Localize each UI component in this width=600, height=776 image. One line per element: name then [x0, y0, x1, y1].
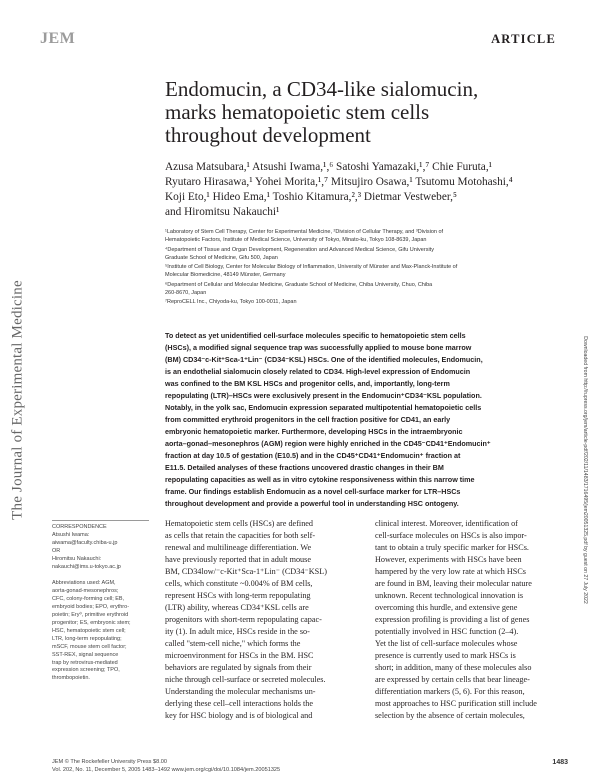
- affiliation-line: ⁷ReproCELL Inc., Chiyoda-ku, Tokyo 100-0011, Japan: [165, 299, 297, 306]
- download-watermark: [578, 200, 592, 740]
- affiliation: [165, 228, 570, 245]
- body-line: short; in addition, many of these molecules also: [375, 663, 532, 672]
- article-title: [165, 78, 545, 147]
- sidebar-divider: [52, 520, 149, 521]
- body-line: most approaches to HSC purification still include: [375, 699, 537, 708]
- footer: [52, 758, 280, 774]
- footer-citation: Vol. 202, No. 11, December 5, 2005 1483–1492 www.jem.org/cgi/doi/10.1084/jem.20051325: [52, 767, 281, 773]
- title-line: Endomucin, a CD34-like sialomucin,: [165, 77, 479, 101]
- abstract-line: is an endothelial sialomucin closely related to CD34. High-level expression of Endomucin: [165, 367, 471, 376]
- abstract-line: To detect as yet unidentified cell-surface molecules specific to hematopoietic stem cells: [165, 331, 466, 340]
- body-line: progenitors with short-term repopulating capac-: [165, 615, 322, 624]
- body-line: are expressed by certain cells that bear lineage-: [375, 675, 530, 684]
- journal-name-vertical: [4, 250, 32, 550]
- affiliation-line: ¹Laboratory of Stem Cell Therapy, Center for Experimental Medicine, ²Division of Cellular Therapy, and ³Division of: [165, 229, 444, 235]
- body-line: unknown. Recent technological innovation is: [375, 591, 524, 600]
- affiliations: [165, 228, 570, 308]
- journal-name-text: The Journal of Experimental Medicine: [9, 280, 26, 520]
- correspondence-email[interactable]: aiwama@faculty.chiba-u.jp: [52, 539, 118, 546]
- affiliation: [165, 281, 570, 298]
- abstract-line: (HSCs), a modified signal sequence trap was successfully applied to mouse bone marrow: [165, 343, 472, 352]
- abstract-line: frame. Our findings establish Endomucin as a novel cell-surface marker for LTR–HSCs: [165, 487, 461, 496]
- abstract-line: repopulating capacities as well as in vitro cytokine responsiveness within this narrow time: [165, 475, 475, 484]
- abbreviation-line: HSC, hematopoietic stem cell;: [52, 627, 126, 634]
- spacer: [52, 571, 152, 580]
- abstract-line: fraction at day 10.5 of gestation (E10.5) and in the CD45⁺CD41⁺Endomucin⁺ fraction at: [165, 451, 461, 460]
- body-line: Hematopoietic stem cells (HSCs) are defined: [165, 519, 314, 528]
- abstract-line: was confined to the BM KSL HSCs and progenitor cells, and, importantly, long-term: [165, 379, 450, 388]
- body-line: expression profiling is providing a list of genes: [375, 615, 530, 624]
- body-line: overcoming this hurdle, and extensive gene: [375, 603, 518, 612]
- body-line: niche through cell-surface or secreted molecules.: [165, 675, 326, 684]
- body-line: Understanding the molecular mechanisms un-: [165, 687, 316, 696]
- body-line: presence is currently used to mark HSCs is: [375, 651, 516, 660]
- affiliation-line: Molecular Biomedicine, 48149 Münster, Germany: [165, 272, 286, 279]
- correspondence-line: Atsushi Iwama:: [52, 531, 90, 538]
- body-line: BM, CD34low/⁻c-Kit⁺Sca-1⁺Lin⁻ (CD34⁻KSL): [165, 567, 327, 576]
- correspondence-line: Hiromitsu Nakauchi:: [52, 555, 102, 562]
- article-type-label: ARTICLE: [491, 32, 556, 46]
- body-line: ity (1). In adult mice, HSCs reside in the so-: [165, 627, 310, 636]
- download-note-text: Downloaded from http://rupress.org/jem/article-pdf/202/11/1483/1716495/jem20051325.pdf by guest on 27 July 2022: [582, 336, 588, 604]
- body-line: cells, which constitute ~0.004% of BM cells,: [165, 579, 313, 588]
- body-line: potentially involved in HSC function (2–4).: [375, 627, 519, 636]
- affiliation-line: Hematopoietic Factors, Institute of Medical Science, University of Tokyo, Minato-ku, Tokyo 108-8639, Japan: [165, 237, 427, 244]
- body-line: differentiation markers (5, 6). For this reason,: [375, 687, 525, 696]
- page-number: 1483: [552, 759, 568, 766]
- footer-publisher: JEM © The Rockefeller University Press $8.00: [52, 759, 168, 765]
- abbreviation-line: Abbreviations used: AGM,: [52, 580, 116, 587]
- affiliation: [165, 263, 570, 280]
- affiliation: [165, 298, 570, 306]
- body-line: hampered by the very low rate at which HSCs: [375, 567, 526, 576]
- author-line: Ryutaro Hirasawa,¹ Yohei Morita,¹,⁷ Mitsujiro Osawa,¹ Tsutomu Motohashi,⁴: [165, 176, 513, 188]
- title-line: marks hematopoietic stem cells: [165, 100, 430, 124]
- author-line: and Hiromitsu Nakauchi¹: [165, 206, 280, 218]
- author-list: [165, 160, 565, 220]
- title-line: throughout development: [165, 123, 371, 147]
- affiliation-line: 260-8670, Japan: [165, 290, 207, 297]
- abbreviation-line: progenitor; ES, embryonic stem;: [52, 619, 131, 626]
- affiliation-line: Graduate School of Medicine, Gifu 500, Japan: [165, 254, 278, 261]
- affiliation-line: ⁶Department of Cellular and Molecular Medicine, Graduate School of Medicine, Chiba University, Chuo, Chiba: [165, 281, 433, 288]
- abbreviation-line: trap by retrovirus-mediated: [52, 659, 118, 666]
- correspondence-line: OR: [52, 547, 61, 554]
- body-column-left: [165, 518, 365, 722]
- abstract-line: Notably, in the yolk sac, Endomucin expression separated multipotential hematopoietic cells: [165, 403, 482, 412]
- abstract-line: E11.5. Detailed analyses of these fractions uncovered drastic changes in their BM: [165, 463, 444, 472]
- abstract-line: from committed erythroid progenitors in the cell fraction positive for CD41, an early: [165, 415, 451, 424]
- affiliation: [165, 246, 570, 263]
- abstract-line: repopulating (LTR)–HSCs were exclusively present in the Endomucin⁺CD34⁻KSL population.: [165, 391, 482, 400]
- body-line: tant to obtain a truly specific marker for HSCs.: [375, 543, 529, 552]
- journal-abbreviation: JEM: [40, 30, 76, 47]
- body-line: are found in BM, leaving their molecular nature: [375, 579, 532, 588]
- affiliation-line: ⁵Institute of Cell Biology, Center for Molecular Biology of Inflammation, University of Münster and Max-Planck-Institute of: [165, 264, 458, 271]
- abstract-line: throughout development and provide a powerful tool in understanding HSC ontogeny.: [165, 499, 459, 508]
- body-line: clinical interest. Moreover, identification of: [375, 519, 518, 528]
- body-line: called "stem-cell niche," which forms the: [165, 639, 301, 648]
- body-line: renewal and multilineage differentiation. We: [165, 543, 312, 552]
- body-line: (LTR) ability, whereas CD34⁺KSL cells are: [165, 603, 309, 612]
- affiliation-line: ⁴Department of Tissue and Organ Development, Regeneration and Advanced Medical Science, Gifu University: [165, 246, 434, 253]
- body-line: derlying these cell–cell interactions holds the: [165, 699, 314, 708]
- abstract: [165, 330, 570, 510]
- correspondence-email[interactable]: nakauchi@ims.u-tokyo.ac.jp: [52, 563, 121, 570]
- author-line: Azusa Matsubara,¹ Atsushi Iwama,¹,⁶ Satoshi Yamazaki,¹,⁷ Chie Furuta,¹: [165, 161, 493, 173]
- abbreviation-line: mSCF, mouse stem cell factor;: [52, 643, 127, 650]
- body-line: behaviors are regulated by signals from their: [165, 663, 312, 672]
- body-line: Yet the list of cell-surface molecules whose: [375, 639, 518, 648]
- body-line: have previously reported that in adult mouse: [165, 555, 311, 564]
- author-line: Koji Eto,¹ Hideo Ema,¹ Toshio Kitamura,²,³ Dietmar Vestweber,⁵: [165, 191, 457, 203]
- body-line: key for HSC biology and is of biological and: [165, 711, 313, 720]
- body-line: represent HSCs with long-term repopulating: [165, 591, 311, 600]
- abstract-line: (BM) CD34⁻c-Kit⁺Sca-1⁺Lin⁻ (CD34⁻KSL) HSCs. One of the identified molecules, Endomucin,: [165, 355, 483, 364]
- abbreviation-line: LTR, long-term repopulating;: [52, 635, 122, 642]
- abbreviation-line: aorta-gonad-mesonephros;: [52, 588, 119, 595]
- abbreviation-line: expression screening; TPO,: [52, 667, 120, 674]
- abbreviation-line: thrombopoietin.: [52, 675, 90, 682]
- body-line: selection by the absence of certain molecules,: [375, 711, 525, 720]
- correspondence-heading: CORRESPONDENCE: [52, 524, 107, 530]
- sidebar-notes: [52, 524, 152, 683]
- body-line: as cells that retain the capacities for both self-: [165, 531, 316, 540]
- body-column-right: [375, 518, 575, 722]
- abbreviation-line: CFC, colony-forming cell; EB,: [52, 596, 125, 603]
- body-line: However, experiments with HSCs have been: [375, 555, 522, 564]
- abbreviation-line: poietin; Ery⁰, primitive erythroid: [52, 612, 129, 619]
- abstract-line: aorta–gonad–mesonephros (AGM) region were highly enriched in the CD45⁻CD41⁺Endomucin⁺: [165, 439, 491, 448]
- body-line: cell-surface molecules on HSCs is also impor-: [375, 531, 527, 540]
- abbreviation-line: SST-REX, signal sequence: [52, 651, 119, 658]
- abbreviation-line: embryoid bodies; EPO, erythro-: [52, 604, 130, 611]
- abstract-line: embryonic hematopoietic marker. Furthermore, developing HSCs in the intraembryonic: [165, 427, 463, 436]
- body-line: microenvironment for HSCs in the BM. HSC: [165, 651, 314, 660]
